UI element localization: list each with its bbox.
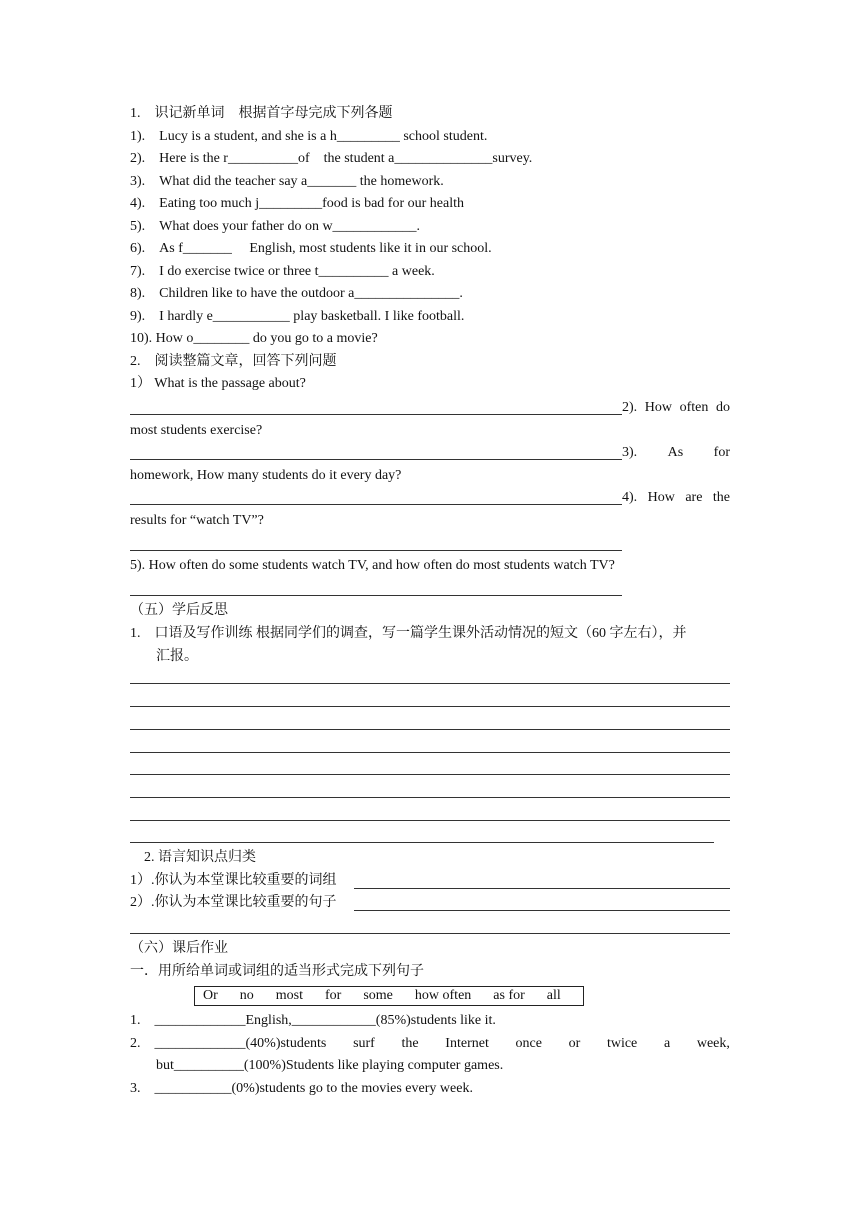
writing-line[interactable] xyxy=(130,820,730,821)
word-bank-item: as for xyxy=(493,988,525,1003)
word-bank-item: no xyxy=(239,988,254,1003)
ex2-word: Internet xyxy=(445,1036,489,1051)
answer-line-q2[interactable] xyxy=(130,459,622,460)
ex2-word: the xyxy=(401,1036,419,1051)
writing-line[interactable] xyxy=(130,797,730,798)
question-4-lead xyxy=(622,488,730,508)
q4-word: the xyxy=(712,490,730,505)
q4-word: How xyxy=(647,490,675,505)
question-2-rest: most students exercise? xyxy=(130,423,263,438)
exercise-3: 3. ___________(0%)students go to the movies every week. xyxy=(130,1081,473,1096)
ex2-word: or xyxy=(568,1036,581,1051)
question-4-rest: results for “watch TV”? xyxy=(130,513,264,528)
word-bank-item: for xyxy=(325,988,342,1003)
vocab-item-9: 9). I hardly e___________ play basketball. I like football. xyxy=(130,308,465,324)
ex2-word: once xyxy=(515,1036,542,1051)
q2-word: often xyxy=(679,400,709,415)
sentence-prompt: 2）.你认为本堂课比较重要的句子 xyxy=(130,895,337,910)
question-1: 1） What is the passage about? xyxy=(130,376,306,391)
vocab-item-10: 10). How o________ do you go to a movie? xyxy=(130,331,378,346)
section6-instruction: 一．用所给单词或词组的适当形式完成下列句子 xyxy=(130,964,424,979)
phrase-answer-line[interactable] xyxy=(354,888,730,889)
ex2-word: surf xyxy=(353,1036,375,1051)
section6-heading: （六）课后作业 xyxy=(130,941,228,956)
word-bank-item: most xyxy=(275,988,304,1003)
question-3-lead xyxy=(622,443,730,463)
section2-heading: 2. 阅读整篇文章，回答下列问题 xyxy=(130,353,337,369)
writing-line[interactable] xyxy=(130,842,714,843)
ex2-word: twice xyxy=(606,1036,638,1051)
writing-line[interactable] xyxy=(130,706,730,707)
q4-word: 4). xyxy=(622,490,638,505)
writing-task-line1: 1. 口语及写作训练 根据同学们的调查，写一篇学生课外活动情况的短文（60 字左右），并 xyxy=(130,626,687,641)
writing-task-line2: 汇报。 xyxy=(156,649,198,664)
q2-word: do xyxy=(716,400,730,415)
q2-word: How xyxy=(644,400,673,415)
exercise-2-line1 xyxy=(130,1034,730,1054)
q3-word: for xyxy=(713,445,730,460)
word-bank-item: some xyxy=(363,988,393,1003)
vocab-item-4: 4). Eating too much j_________food is bad for our health xyxy=(130,196,464,211)
sentence-answer-line[interactable] xyxy=(354,910,730,911)
question-5: 5). How often do some students watch TV, and how often do most students watch TV? xyxy=(130,558,615,573)
question-2-lead xyxy=(622,398,730,418)
word-bank-item: Or xyxy=(203,988,218,1003)
writing-line[interactable] xyxy=(130,774,730,775)
word-bank-item: all xyxy=(546,988,561,1003)
q3-word: 3). xyxy=(622,445,638,460)
vocab-item-3: 3). What did the teacher say a_______ the homework. xyxy=(130,173,444,189)
ex2-word: week, xyxy=(696,1036,730,1051)
ex2-word: 2. _____________(40%)students xyxy=(130,1036,327,1051)
sentence-answer-line-2[interactable] xyxy=(130,933,730,934)
writing-line[interactable] xyxy=(130,752,730,753)
writing-line[interactable] xyxy=(130,729,730,730)
q2-word: 2). xyxy=(622,400,638,415)
vocab-item-6: 6). As f_______ English, most students like it in our school. xyxy=(130,241,492,256)
section5-heading: （五）学后反思 xyxy=(130,603,228,618)
exercise-1: 1. _____________English,____________(85%)students like it. xyxy=(130,1013,496,1028)
answer-line-q3[interactable] xyxy=(130,504,622,505)
word-bank-box xyxy=(194,986,584,1006)
answer-line-q1[interactable] xyxy=(130,414,622,415)
word-bank-item: how often xyxy=(414,988,472,1003)
vocab-item-8: 8). Children like to have the outdoor a_______________. xyxy=(130,286,463,301)
q3-word: As xyxy=(667,445,684,460)
vocab-item-1: 1). Lucy is a student, and she is a h_________ school student. xyxy=(130,128,488,144)
exercise-2-line2: but__________(100%)Students like playing computer games. xyxy=(156,1058,504,1073)
ex2-word: a xyxy=(663,1036,671,1051)
answer-line-q4[interactable] xyxy=(130,550,622,551)
vocab-item-5: 5). What does your father do on w____________. xyxy=(130,218,421,234)
q4-word: are xyxy=(685,490,703,505)
writing-line[interactable] xyxy=(130,683,730,684)
vocab-item-7: 7). I do exercise twice or three t__________ a week. xyxy=(130,263,435,279)
vocab-item-2: 2). Here is the r__________of the student a______________survey. xyxy=(130,151,533,166)
section1-heading: 1. 识记新单词 根据首字母完成下列各题 xyxy=(130,106,393,121)
section5-item2: 2. 语言知识点归类 xyxy=(144,850,256,865)
answer-line-q5[interactable] xyxy=(130,595,622,596)
question-3-rest: homework, How many students do it every day? xyxy=(130,468,402,483)
phrase-prompt: 1）.你认为本堂课比较重要的词组 xyxy=(130,873,337,888)
